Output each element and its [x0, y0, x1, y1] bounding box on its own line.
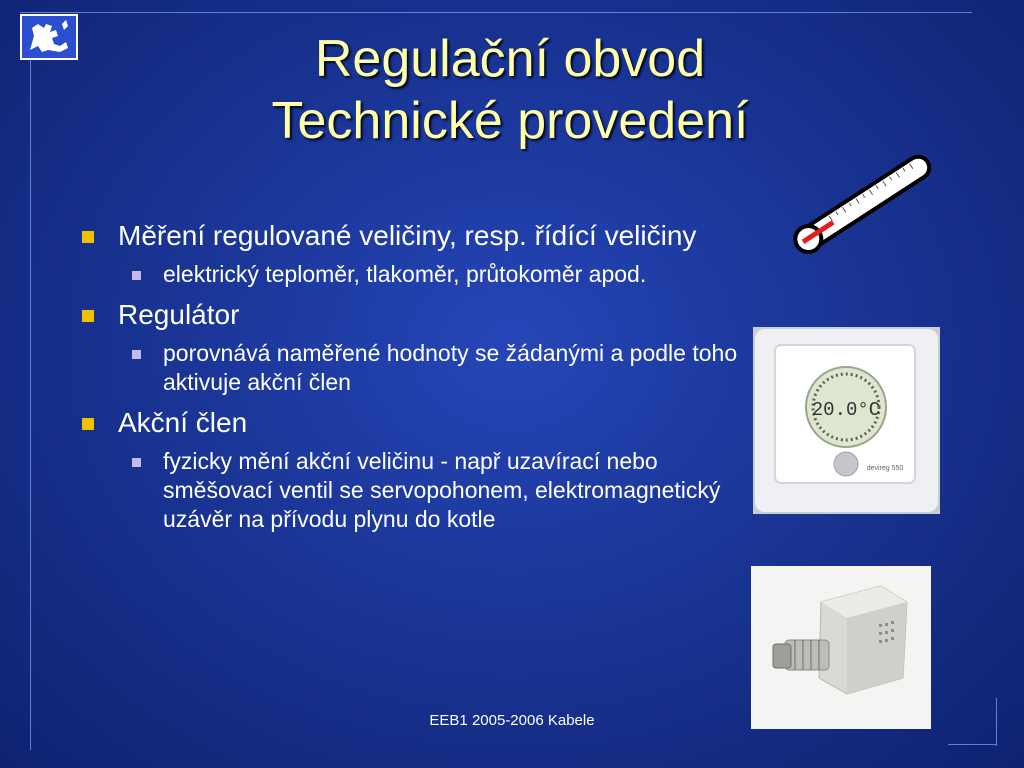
frame-top-line [20, 12, 972, 13]
servo-actuator-photo [751, 566, 931, 729]
bullet-text: Regulátor [118, 299, 240, 330]
bullet-marker [82, 231, 94, 243]
actuator-illustration [751, 566, 931, 729]
bullet-list [80, 212, 750, 534]
bullet-marker [82, 418, 94, 430]
frame-left-line [30, 60, 31, 750]
thermostat-temperature-display: 20.0°C [811, 399, 881, 421]
sub-bullet-measurement [80, 260, 750, 289]
bullet-regulator [80, 297, 750, 333]
sub-bullet-marker [132, 350, 141, 359]
bullet-actuator [80, 405, 750, 441]
bullet-measurement [80, 218, 750, 254]
lion-emblem-icon [22, 16, 76, 58]
bullet-text: Měření regulované veličiny, resp. řídící veličiny [118, 220, 697, 251]
thermometer-image [780, 132, 950, 282]
sub-bullet-marker [132, 271, 141, 280]
title-line-1: Regulační obvod [314, 30, 706, 88]
thermostat-illustration [753, 327, 940, 514]
university-logo [20, 14, 78, 60]
title-line-2: Technické provedení [271, 92, 749, 150]
sub-bullet-text: fyzicky mění akční veličinu - např uzavírací nebo směšovací ventil se servopohonem, elektromagnetický uzávěr na přívodu plynu do kotle [163, 448, 721, 532]
bullet-marker [82, 310, 94, 322]
bullet-text: Akční člen [118, 407, 248, 438]
footer-text: EEB1 2005-2006 Kabele [429, 712, 595, 729]
thermostat-photo [753, 327, 940, 514]
sub-bullet-actuator [80, 447, 750, 534]
sub-bullet-text: porovnává naměřené hodnoty se žádanými a podle toho aktivuje akční člen [163, 340, 738, 395]
frame-bottom-right-h [948, 744, 996, 745]
sub-bullet-marker [132, 458, 141, 467]
thermostat-brand-label: devireg 550 [866, 465, 904, 472]
sub-bullet-text: elektrický teploměr, tlakoměr, průtokoměr apod. [163, 261, 647, 287]
sub-bullet-regulator [80, 339, 750, 397]
